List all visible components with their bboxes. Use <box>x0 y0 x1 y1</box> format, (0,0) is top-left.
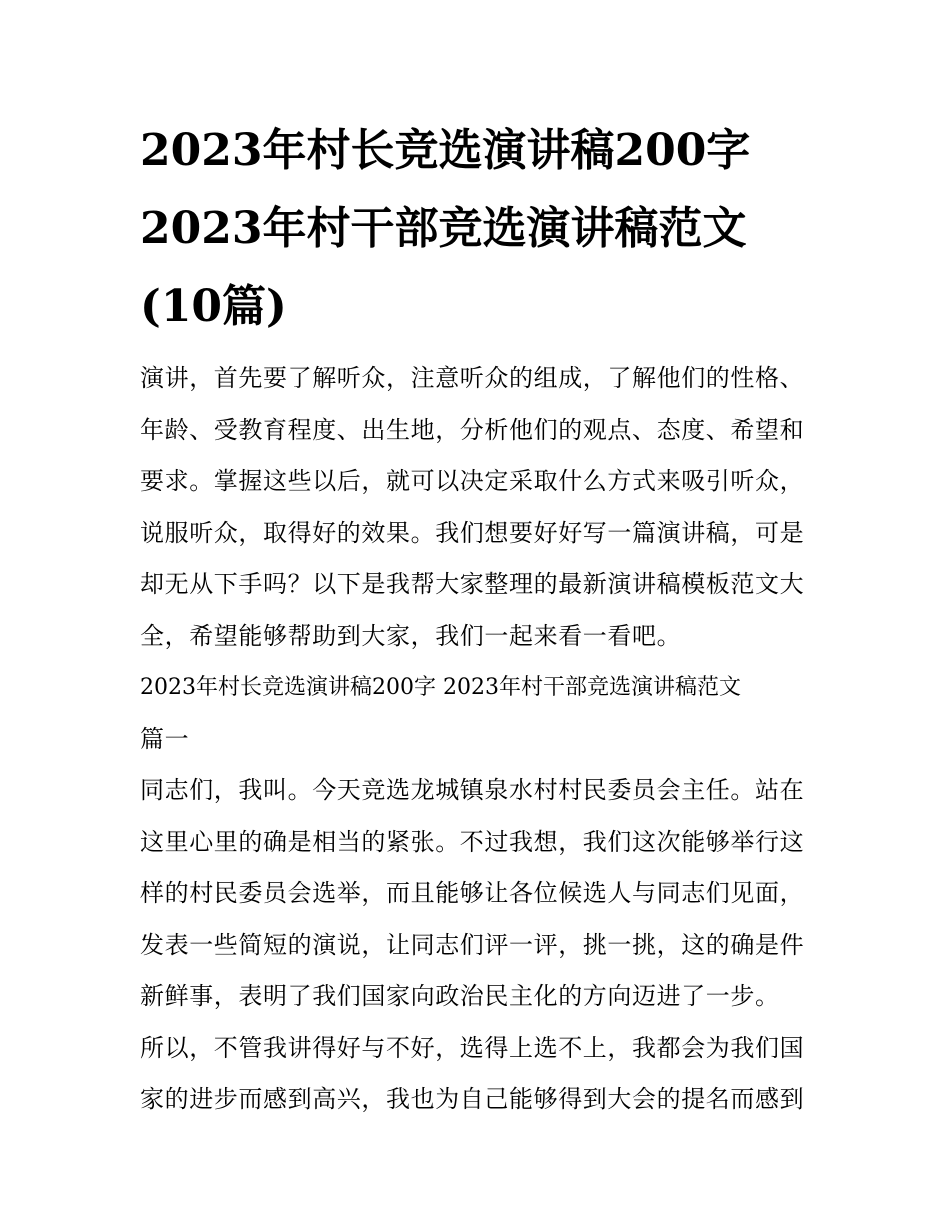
document-body <box>140 353 812 1126</box>
paragraph-1-line-5: 新鲜事，表明了我们国家向政治民主化的方向迈进了一步。 <box>140 982 780 1010</box>
intro-line-1: 演讲，首先要了解听众，注意听众的组成，了解他们的性格、 <box>140 364 805 392</box>
paragraph-1-line-3: 样的村民委员会选举，而且能够让各位候选人与同志们见面， <box>140 879 805 907</box>
intro-line-4: 说服听众，取得好的效果。我们想要好好写一篇演讲稿，可是 <box>140 518 805 547</box>
paragraph-2-line-1: 所以，不管我讲得好与不好，选得上选不上，我都会为我们国 <box>140 1033 805 1062</box>
paragraph-2-line-2: 家的进步而感到高兴，我也为自己能够得到大会的提名而感到 <box>140 1085 805 1113</box>
intro-line-2: 年龄、受教育程度、出生地，分析他们的观点、态度、希望和 <box>140 415 805 444</box>
section-heading-line-1: 2023年村长竞选演讲稿200字 2023年村干部竞选演讲稿范文 <box>140 675 741 700</box>
title-line-3: (10篇) <box>140 281 287 332</box>
document-page <box>140 0 812 1229</box>
paragraph-1-line-4: 发表一些简短的演说，让同志们评一评，挑一挑，这的确是件 <box>140 930 805 959</box>
intro-paragraph <box>140 353 812 662</box>
document-title <box>140 112 812 346</box>
title-line-1: 2023年村长竞选演讲稿200字 <box>140 125 751 176</box>
paragraph-1-line-1: 同志们，我叫。今天竞选龙城镇泉水村村民委员会主任。站在 <box>140 776 805 804</box>
paragraph-2 <box>140 1023 812 1126</box>
intro-line-5: 却无从下手吗？以下是我帮大家整理的最新演讲稿模板范文大 <box>140 570 805 598</box>
intro-line-6: 全，希望能够帮助到大家，我们一起来看一看吧。 <box>140 621 682 650</box>
paragraph-1 <box>140 765 812 1023</box>
intro-line-3: 要求。掌握这些以后，就可以决定采取什么方式来吸引听众， <box>140 467 805 495</box>
section-heading <box>140 662 812 765</box>
section-heading-line-2: 篇一 <box>140 724 190 753</box>
title-line-2: 2023年村干部竞选演讲稿范文 <box>140 203 747 254</box>
paragraph-1-line-2: 这里心里的确是相当的紧张。不过我想，我们这次能够举行这 <box>140 827 805 856</box>
